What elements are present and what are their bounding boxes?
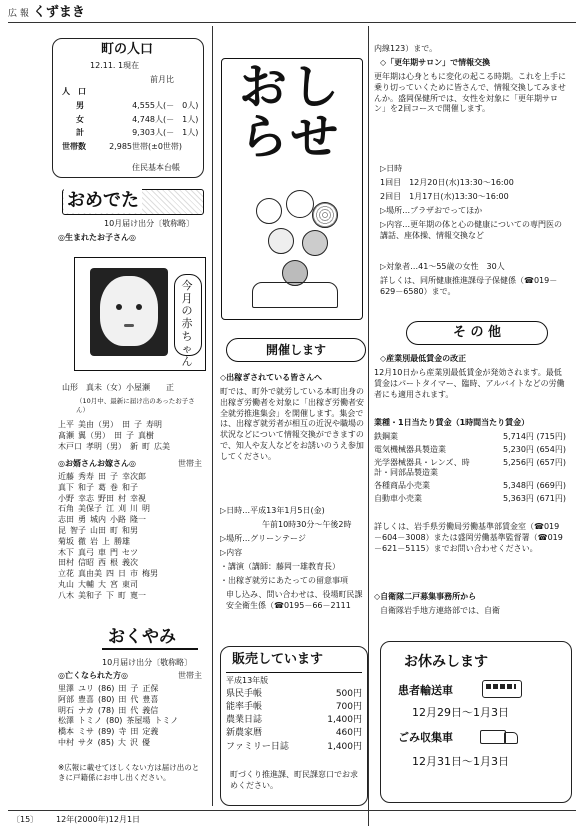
marriage-row-cell: 根 [110,558,118,568]
baby-caption: 山形 真未（女）小屋瀬 正 [62,383,174,392]
birth-row-cell: 真樹 [138,430,154,440]
okuyami-row-cell: 豊喜 [142,694,159,704]
okuyami-row-cell: 中村 [58,737,74,747]
hanbai-item-price: 460円 [335,728,362,739]
wage-amount: 5,348円 (669円) [503,481,566,491]
okuyami-row-cell: 茶屋場 [126,716,151,726]
marriage-heading: ◎お婿さんお嫁さん◎ [58,459,136,468]
oshirase-title: おしらせ [238,59,343,166]
total-value: 9,303人 [132,128,163,138]
kaisai-date: ▷日時…平成13年1月5日(金) [220,506,325,515]
marriage-row-cell: 義次 [122,558,138,568]
marriage-row-cell: 和男 [122,525,138,535]
marriage-row-cell: 下 [106,590,114,600]
wage-row [374,445,566,456]
birth-row [58,420,208,431]
marriage-row-cell: 日 [118,569,126,579]
marriage-row-cell: 勇 [78,515,86,525]
marriage-row-cell: 村 [118,493,126,503]
hanbai-item [226,727,362,739]
kaisai-place: ▷場所…グリーンテージ [220,534,306,543]
wage-row [374,458,566,480]
marriage-row-cell: 東司 [122,579,138,589]
marriage-row-cell: 勝雄 [114,536,130,546]
okuyami-row-cell: 田 [130,727,139,737]
households-label: 世帯数 [62,142,86,152]
hanbai-item-name: 新農家暦 [226,728,263,739]
total-label: 計 [76,128,84,138]
sarong-d1: 1回目 12月20日(水)13:30～16:00 [380,178,514,187]
marriage-row-cell: 町 [110,525,118,535]
male-label: 男 [76,100,84,110]
marriage-row-cell: 八木 [58,590,74,600]
marriage-row [58,494,208,505]
marriage-row-cell: 立花 [58,569,74,579]
sarong-d0: ▷日時 [380,164,403,173]
okuyami-row-cell: ナカ [78,705,94,715]
family-illustration [246,190,342,310]
marriage-row-cell: 四 [106,569,114,579]
okuyami-row-cell: 豊喜 [78,694,94,704]
households-diff: (±0世帯) [148,142,183,152]
marriage-row-cell: 城内 [90,515,106,525]
hanbai-year: 平成13年版 [226,676,269,685]
marriage-row [58,483,208,494]
marriage-row-cell: 信昭 [78,558,94,568]
okuyami-row [58,684,208,695]
okuyami-row-cell: 明石 [58,705,74,715]
okuyami-row-cell: 阿部 [58,694,74,704]
marriage-row-cell: 上 [102,536,110,546]
column-divider-2 [368,26,369,826]
okuyami-note: 10月届け出分〔敬称略〕 [102,658,193,667]
sonota-tail: 自衛隊岩手地方連絡部では、自衛 [380,606,500,615]
hanbai-item-name: ファミリー日誌 [226,741,289,752]
marriage-row-cell: 巻 [110,482,118,492]
marriage-row-cell: 志田 [58,515,74,525]
marriage-row [58,526,208,537]
okuyami-row-cell: サタ [78,737,94,747]
marriage-row [58,558,208,569]
marriage-row-cell: 丸山 [58,579,74,589]
okuyami-row-cell: 沢 [130,737,139,747]
header-name: くずまき [32,5,85,20]
okuyami-row [58,738,208,749]
okuyami-row-cell: 田 [118,684,127,693]
birth-row [58,442,208,453]
marriage-row-cell: 真下 [58,482,74,492]
marriage-row-cell: 美和子 [78,590,102,600]
wage-industry: 鉄鋼業 [374,432,398,441]
holiday-a-label: 患者輸送車 [398,684,453,697]
bottom-rule [8,810,576,811]
footer-date: 12年(2000年)12月1日 [56,815,141,824]
okuyami-row-cell: (80) [106,716,123,726]
okuyami-row-cell: 代 [130,694,139,704]
marriage-row [58,591,208,602]
holiday-b-dates: 12月31日～1月3日 [412,755,509,768]
marriage-row-cell: 田 [98,472,106,481]
birth-row-cell: 広美 [154,441,170,451]
marriage-row-cell: 寛一 [130,590,146,600]
hanbai-item-price: 500円 [335,689,362,699]
sarong-d2: 2回目 1月17日(水)13:30～16:00 [380,192,509,201]
kaisai-heading: ◇出稼ぎされている皆さんへ [220,373,322,382]
okuyami-row-cell: 大 [118,737,127,747]
birth-row-cell: 子 [126,430,134,440]
births-heading: ◎生まれたお子さん◎ [58,233,136,242]
kaisai-body: 町では、町外で就労している本町出身の出稼ぎ労働者を対象に「出稼ぎ労働者安全就労推進集会」を開催します。集会では、出稼ぎ就労者が相互の近況や職場の状況などについて情報交換ができますので、知人や友人などをお誘いのうえ参加してください。 [220,387,364,461]
marriage-row-cell: 門 [110,547,118,557]
marriage-list [58,472,208,602]
marriage-row-cell: 近藤 [58,472,74,481]
okuyami-row-cell: 子 [130,684,139,693]
sonota-contact: 詳しくは、岩手県労働局労働基準部賃金室（☎019－604－3008）または盛岡労働基準監督署（☎019－621－5115）までお問い合わせください。 [374,522,563,553]
female-value: 4,748人 [132,114,163,124]
sarong-heading: ◇「更年期サロン」で情報交換 [380,58,491,67]
birth-row-cell: 木戸口 [58,441,82,451]
kaisai-item-1: ・講演（講師：藤岡一雄教育長） [220,562,340,571]
okuyami-title: おくやみ [108,627,176,647]
wage-industry: 自動車小売業 [374,493,422,503]
okuyami-row-cell: (85) [97,737,115,747]
omedeta-note: 10月届け出分〔敬称略〕 [104,219,195,228]
sarong-d3: ▷場所…プラザおでってほか [380,206,483,215]
marriage-col: 世帯主 [178,459,202,468]
okuyami-list [58,684,208,749]
hanbai-item [226,741,362,753]
marriage-row [58,504,208,515]
hanbai-item-price: 1,400円 [327,741,362,752]
okuyami-row-cell: 里澤 [58,684,74,693]
households-value: 2,985世帯 [109,142,148,152]
wage-row [374,481,566,492]
okuyami-row-cell: トミノ [78,716,102,726]
marriage-row-cell: 隆一 [130,515,146,525]
population-prev: 前月比 [150,75,174,84]
okuyami-row [58,716,208,727]
wage-amount: 5,230円 (654円) [503,444,566,454]
marriage-row-cell: 梅男 [142,569,158,579]
truck-icon [480,726,520,744]
female-label: 女 [76,114,84,124]
marriage-row-cell: 石角 [58,504,74,514]
kaisai-time: 午前10時30分～午後2時 [262,520,352,529]
holiday-a-dates: 12月29日～1月3日 [412,706,509,719]
birth-row-cell: 翼（男） [78,430,110,440]
hanbai-title: 販売しています [232,652,324,667]
marriage-row-cell: 幸次郎 [122,472,146,481]
marriage-row-cell: 車 [98,547,106,557]
population-date: 12.11. 1現在 [90,61,140,70]
male-value: 4,555人 [132,100,163,110]
wage-table [374,432,566,507]
sarong-d4: ▷内容…更年期の体と心の健康についての専門医の講話、座体操、情報交換など [380,220,562,240]
marriage-row-cell: セツ [122,547,138,557]
birth-row-cell: 美由（男） [78,420,118,429]
hanbai-item-name: 農業日誌 [226,715,263,726]
sonota-heading: ◇産業別最低賃金の改正 [380,354,467,363]
okuyami-row [58,727,208,738]
birth-row [58,431,208,442]
baby-photo [90,268,168,356]
marriage-row-cell: 徹 [78,536,86,546]
sonota-heading-2: ◇自衛隊二戸募集事務所から [374,592,477,601]
omedeta-title: おめでた [64,189,142,213]
wage-industry: 光学器械器具・レンズ、時計・同部品製造業 [374,457,470,478]
kaisai-apply: 申し込み、問い合わせは、役場町民課安全衛生係（☎0195－66－2111 [226,590,363,610]
okuyami-row-cell: 寺 [118,727,127,737]
birth-row-cell: 寿明 [146,420,162,429]
marriage-row-cell: 幸視 [130,493,146,503]
population-source: 住民基本台帳 [132,163,180,172]
hanbai-note: 町づくり推進課、町民課窓口でお求めください。 [230,770,358,790]
marriage-row-cell: 子 [110,472,118,481]
okuyami-row-cell: (86) [98,684,115,693]
marriage-row [58,548,208,559]
bus-icon [482,680,522,698]
sonota-body: 12月10日から産業別最低賃金が発効されます。最低賃金はパートタイマー、臨時、アルバイトなどの労働者にも適用されます。 [374,368,565,399]
marriage-row-cell: 大輔 [78,579,94,589]
okuyami-row-cell: (80) [98,694,115,704]
okuyami-row-cell: トミノ [154,716,179,726]
birth-row-cell: 町 [142,441,150,451]
header [8,4,85,22]
top-rule [8,22,576,23]
okuyami-row-cell: 田 [118,694,127,704]
okuyami-row-cell: (78) [97,705,115,715]
birth-row-cell: 田 [122,420,130,429]
marriage-row [58,537,208,548]
okuyami-row-cell: 橋本 [58,727,74,737]
okuyami-row-cell: 代 [130,705,139,715]
wage-amount: 5,714円 (715円) [503,432,566,441]
marriage-row-cell: 小野 [58,493,74,503]
marriage-row-cell: 江 [106,504,114,514]
hanbai-item [226,688,362,700]
okuyami-row [58,695,208,706]
wage-amount: 5,256円 (657円) [503,457,566,467]
birth-row-cell: 新 [130,441,138,451]
hanbai-item-name: 能率手帳 [226,702,263,713]
sarong-d5: ▷対象者…41～55歳の女性 30人 [380,262,505,271]
marriage-row [58,580,208,591]
hanbai-rule [226,672,362,673]
population-title: 町の人口 [100,42,153,57]
holiday-b-label: ごみ収集車 [398,731,453,744]
okuyami-row-cell: 田 [118,705,127,715]
marriage-row-cell: 葛 [98,482,106,492]
marriage-row-cell: 山田 [90,525,106,535]
marriage-row-cell: 和子 [122,482,138,492]
sarong-top: 内線123）まで。 [374,44,438,53]
marriage-row-cell: 岩 [90,536,98,546]
marriage-row-cell: 秀寿 [78,472,94,481]
marriage-row [58,569,208,580]
births-list [58,420,208,452]
marriage-row [58,472,208,483]
marriage-row-cell: 昆 [58,525,66,535]
wage-table-title: 業種・1日当たり賃金（1時間当たり賃金） [374,418,530,427]
marriage-row-cell: 智子 [70,525,86,535]
marriage-row-cell: 西 [98,558,106,568]
footer-page: 〔15〕 [12,815,39,824]
baby-note: （10月中、最新に届け出のあったお子さん） [76,397,195,414]
hanbai-item-name: 県民手帳 [226,689,263,699]
sarong-body: 更年期は心身ともに変化の起こる時期。これを上手に乗り切っていくために皆さんで、情報交換してみませんか。盛岡保健所では、女性を対象に「更年期サロン」を2回コースで開催します。 [374,72,566,114]
column-divider [212,26,213,806]
population-table [62,87,202,153]
marriage-row-cell: 真弓 [78,547,94,557]
female-diff: (－ 1人) [163,114,199,124]
marriage-row-cell: 小路 [110,515,126,525]
okuyami-row-cell: (89) [98,727,115,737]
okuyami-row-cell: 定義 [142,727,159,737]
hanbai-item-price: 1,400円 [327,715,362,726]
marriage-row-cell: 田村 [58,558,74,568]
marriage-row-cell: 幸志 [78,493,94,503]
holiday-title: お休みします [404,654,488,670]
wage-industry: 各種商品小売業 [374,481,430,491]
marriage-row-cell: 野田 [98,493,114,503]
total-diff: (－ 1人) [163,128,199,138]
sarong-d6: 詳しくは、同所健康推進課母子保健係（☎019－629－6580）まで。 [380,276,558,296]
marriage-row-cell: 菊坂 [58,536,74,546]
sonota-title: そ の 他 [406,321,548,345]
birth-row-cell: 髙瀬 [58,430,74,440]
wage-row [374,432,566,443]
male-diff: (－ 0人) [163,100,199,110]
okuyami-row-cell: ユリ [78,684,94,693]
oshirase-title-top [226,59,356,166]
marriage-row-cell: 宮 [110,579,118,589]
okuyami-row-cell: 優 [142,737,151,747]
marriage-row-cell: 真由美 [78,569,102,579]
birth-row-cell: 孝明（男） [86,441,126,451]
okuyami-col: 世帯主 [178,671,202,680]
okuyami-row-cell: ミサ [78,727,94,737]
marriage-row-cell: 木下 [58,547,74,557]
marriage-row-cell: 刈 [118,504,126,514]
kaisai-item-2: ・出稼ぎ就労にあたっての留意事項 [220,576,348,585]
okuyami-row [58,706,208,717]
header-label: 広 報 [8,9,29,19]
marriage-row-cell: 大 [98,579,106,589]
birth-row-cell: 子 [134,420,142,429]
marriage-row-cell: 町 [118,590,126,600]
marriage-row-cell: 明 [142,504,150,514]
marriage-row-cell: 和子 [78,482,94,492]
okuyami-heading: ◎亡くなられた方◎ [58,671,128,680]
wage-amount: 5,363円 (671円) [503,493,566,503]
marriage-row-cell: 市 [130,569,138,579]
kaisai-title: 開催します [226,338,366,362]
marriage-row-cell: 美保子 [78,504,102,514]
hanbai-item [226,714,362,726]
hanbai-item-price: 700円 [335,702,362,713]
wage-row [374,494,566,505]
kaisai-content: ▷内容 [220,548,243,557]
marriage-row-cell: 川 [130,504,138,514]
hanbai-list [226,688,362,754]
birth-row-cell: 上平 [58,420,74,429]
marriage-row [58,515,208,526]
okuyami-row-cell: 正保 [142,684,159,693]
okuyami-row-cell: 義信 [142,705,159,715]
okuyami-footnote: ※広報に載せてほしくない方は届け出のときに戸籍係にお申し出ください。 [58,763,200,783]
okuyami-row-cell: 松澤 [58,716,74,726]
wage-industry: 電気機械器具製造業 [374,444,446,454]
hanbai-item [226,701,362,713]
population-label: 人 口 [62,87,86,96]
baby-label: 今月の赤ちゃん [181,279,193,368]
birth-row-cell: 田 [114,430,122,440]
